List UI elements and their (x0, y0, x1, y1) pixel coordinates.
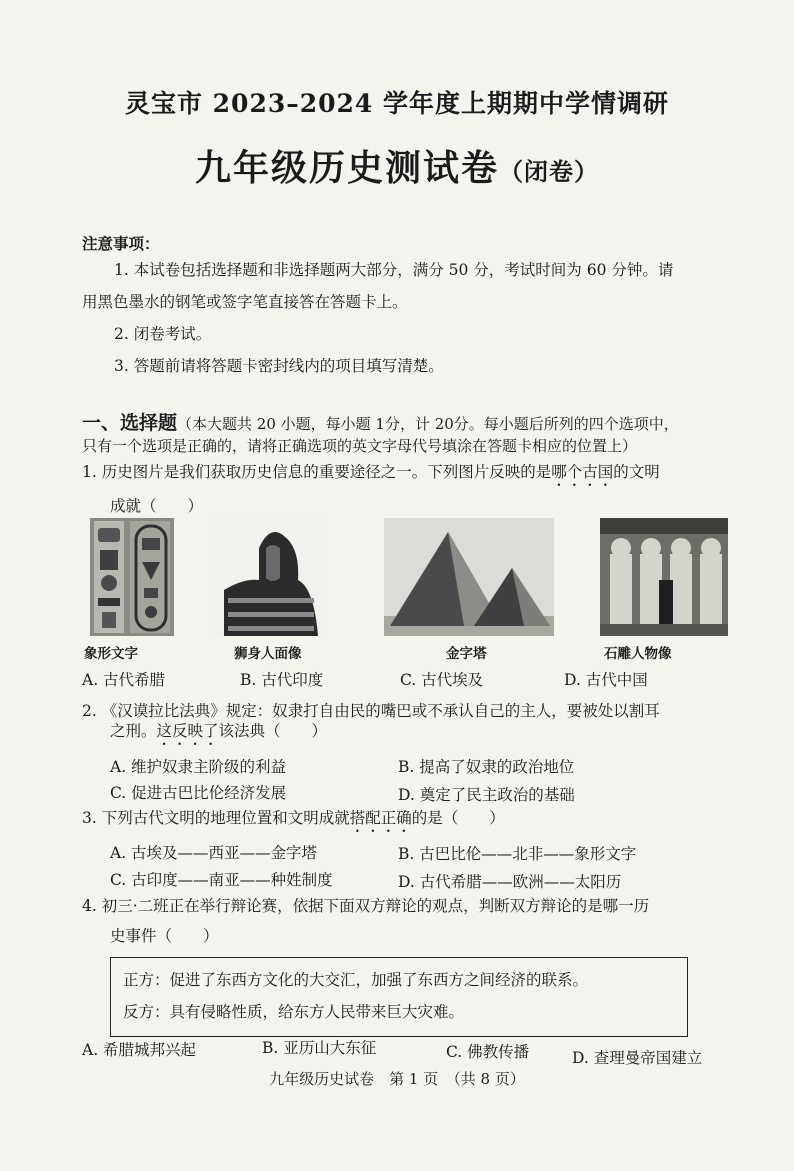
q1-option-b: B. 古代印度 (240, 671, 324, 689)
section-1-desc-line1: （本大题共 20 小题，每小题 1分，计 20分。每小题后所列的四个选项中， (177, 415, 679, 433)
caption-statues: 石雕人物像 (604, 646, 672, 662)
statues-svg (600, 518, 728, 636)
q2-text-a: 之刑。 (110, 722, 157, 740)
pyramids-image (384, 518, 554, 636)
q2-emphasis: 这反映了 (156, 722, 219, 740)
q2-line1: 2. 《汉谟拉比法典》规定：奴隶打自由民的嘴巴或不承认自己的主人，要被处以割耳 (82, 702, 660, 720)
q3-text-c: 的是（ ） (411, 809, 505, 827)
q4-option-d: D. 查理曼帝国建立 (572, 1049, 703, 1067)
debate-box (110, 957, 688, 1037)
q2-option-d: D. 奠定了民主政治的基础 (398, 786, 575, 804)
pyramids-svg (384, 518, 554, 636)
caption-hieroglyphs: 象形文字 (84, 646, 138, 662)
section-1-desc-line2: 只有一个选项是正确的，请将正确选项的英文字母代号填涂在答题卡相应的位置上） (82, 437, 638, 455)
q4-line1: 4. 初三·二班正在举行辩论赛，依据下面双方辩论的观点，判断双方辩论的是哪一历 (82, 897, 650, 915)
caption-pyramids: 金字塔 (446, 646, 487, 662)
q3-emphasis: 搭配正确 (349, 809, 412, 827)
notice-item-1-line2: 用黑色墨水的钢笔或签字笔直接答在答题卡上。 (82, 293, 408, 311)
q2-option-c: C. 促进古巴比伦经济发展 (110, 784, 287, 802)
hieroglyph-svg (90, 518, 174, 636)
q1-option-c: C. 古代埃及 (400, 671, 484, 689)
q3-line1 (82, 806, 505, 836)
sphinx-svg (214, 518, 326, 636)
section-1-name: 一、选择题 (82, 412, 178, 434)
q1-text-c: 的文明 (613, 463, 660, 481)
q2-text-c: 该法典（ ） (218, 722, 328, 740)
hieroglyph-image (90, 518, 174, 636)
q1-line1 (82, 460, 660, 490)
q2-line2 (110, 719, 327, 749)
sphinx-image (214, 518, 326, 636)
q1-emphasis: 哪个古国 (551, 463, 614, 481)
statues-image (600, 518, 728, 636)
section-1-header (82, 408, 679, 435)
q4-option-a: A. 希腊城邦兴起 (82, 1041, 197, 1059)
exam-title-sub: （闭卷） (499, 157, 599, 186)
q2-option-b: B. 提高了奴隶的政治地位 (398, 758, 575, 776)
debate-con: 反方：具有侵略性质，给东方人民带来巨大灾难。 (123, 1003, 465, 1021)
q4-line2: 史事件（ ） (110, 927, 219, 945)
q3-option-a: A. 古埃及——西亚——金字塔 (110, 844, 318, 862)
q3-option-d: D. 古代希腊——欧洲——太阳历 (398, 873, 622, 891)
q1-option-d: D. 古代中国 (564, 671, 648, 689)
q4-option-b: B. 亚历山大东征 (262, 1039, 377, 1057)
exam-title (0, 140, 794, 191)
q4-option-c: C. 佛教传播 (446, 1043, 530, 1061)
q1-line2: 成就（ ） (110, 497, 204, 515)
q3-text-a: 3. 下列古代文明的地理位置和文明成就 (82, 809, 350, 827)
caption-sphinx: 狮身人面像 (234, 646, 302, 662)
notice-item-2: 2. 闭卷考试。 (114, 325, 212, 343)
notice-heading: 注意事项： (82, 234, 160, 253)
q1-text-a: 1. 历史图片是我们获取历史信息的重要途径之一。下列图片反映的是 (82, 463, 552, 481)
notice-item-1-line1: 1. 本试卷包括选择题和非选择题两大部分，满分 50 分，考试时间为 60 分钟。请 (114, 261, 674, 279)
q3-option-c: C. 古印度——南亚——种姓制度 (110, 871, 333, 889)
notice-item-3: 3. 答题前请将答题卡密封线内的项目填写清楚。 (114, 357, 444, 375)
exam-title-main: 九年级历史测试卷 (194, 147, 499, 189)
debate-pro: 正方：促进了东西方文化的大交汇，加强了东西方之间经济的联系。 (123, 971, 589, 989)
q3-option-b: B. 古巴比伦——北非——象形文字 (398, 845, 637, 863)
q2-option-a: A. 维护奴隶主阶级的利益 (110, 758, 287, 776)
page-footer: 九年级历史试卷 第 1 页 （共 8 页） (269, 1070, 525, 1088)
exam-header-title: 灵宝市 2023–2024 学年度上期期中学情调研 (124, 89, 670, 118)
q1-option-a: A. 古代希腊 (82, 671, 166, 689)
